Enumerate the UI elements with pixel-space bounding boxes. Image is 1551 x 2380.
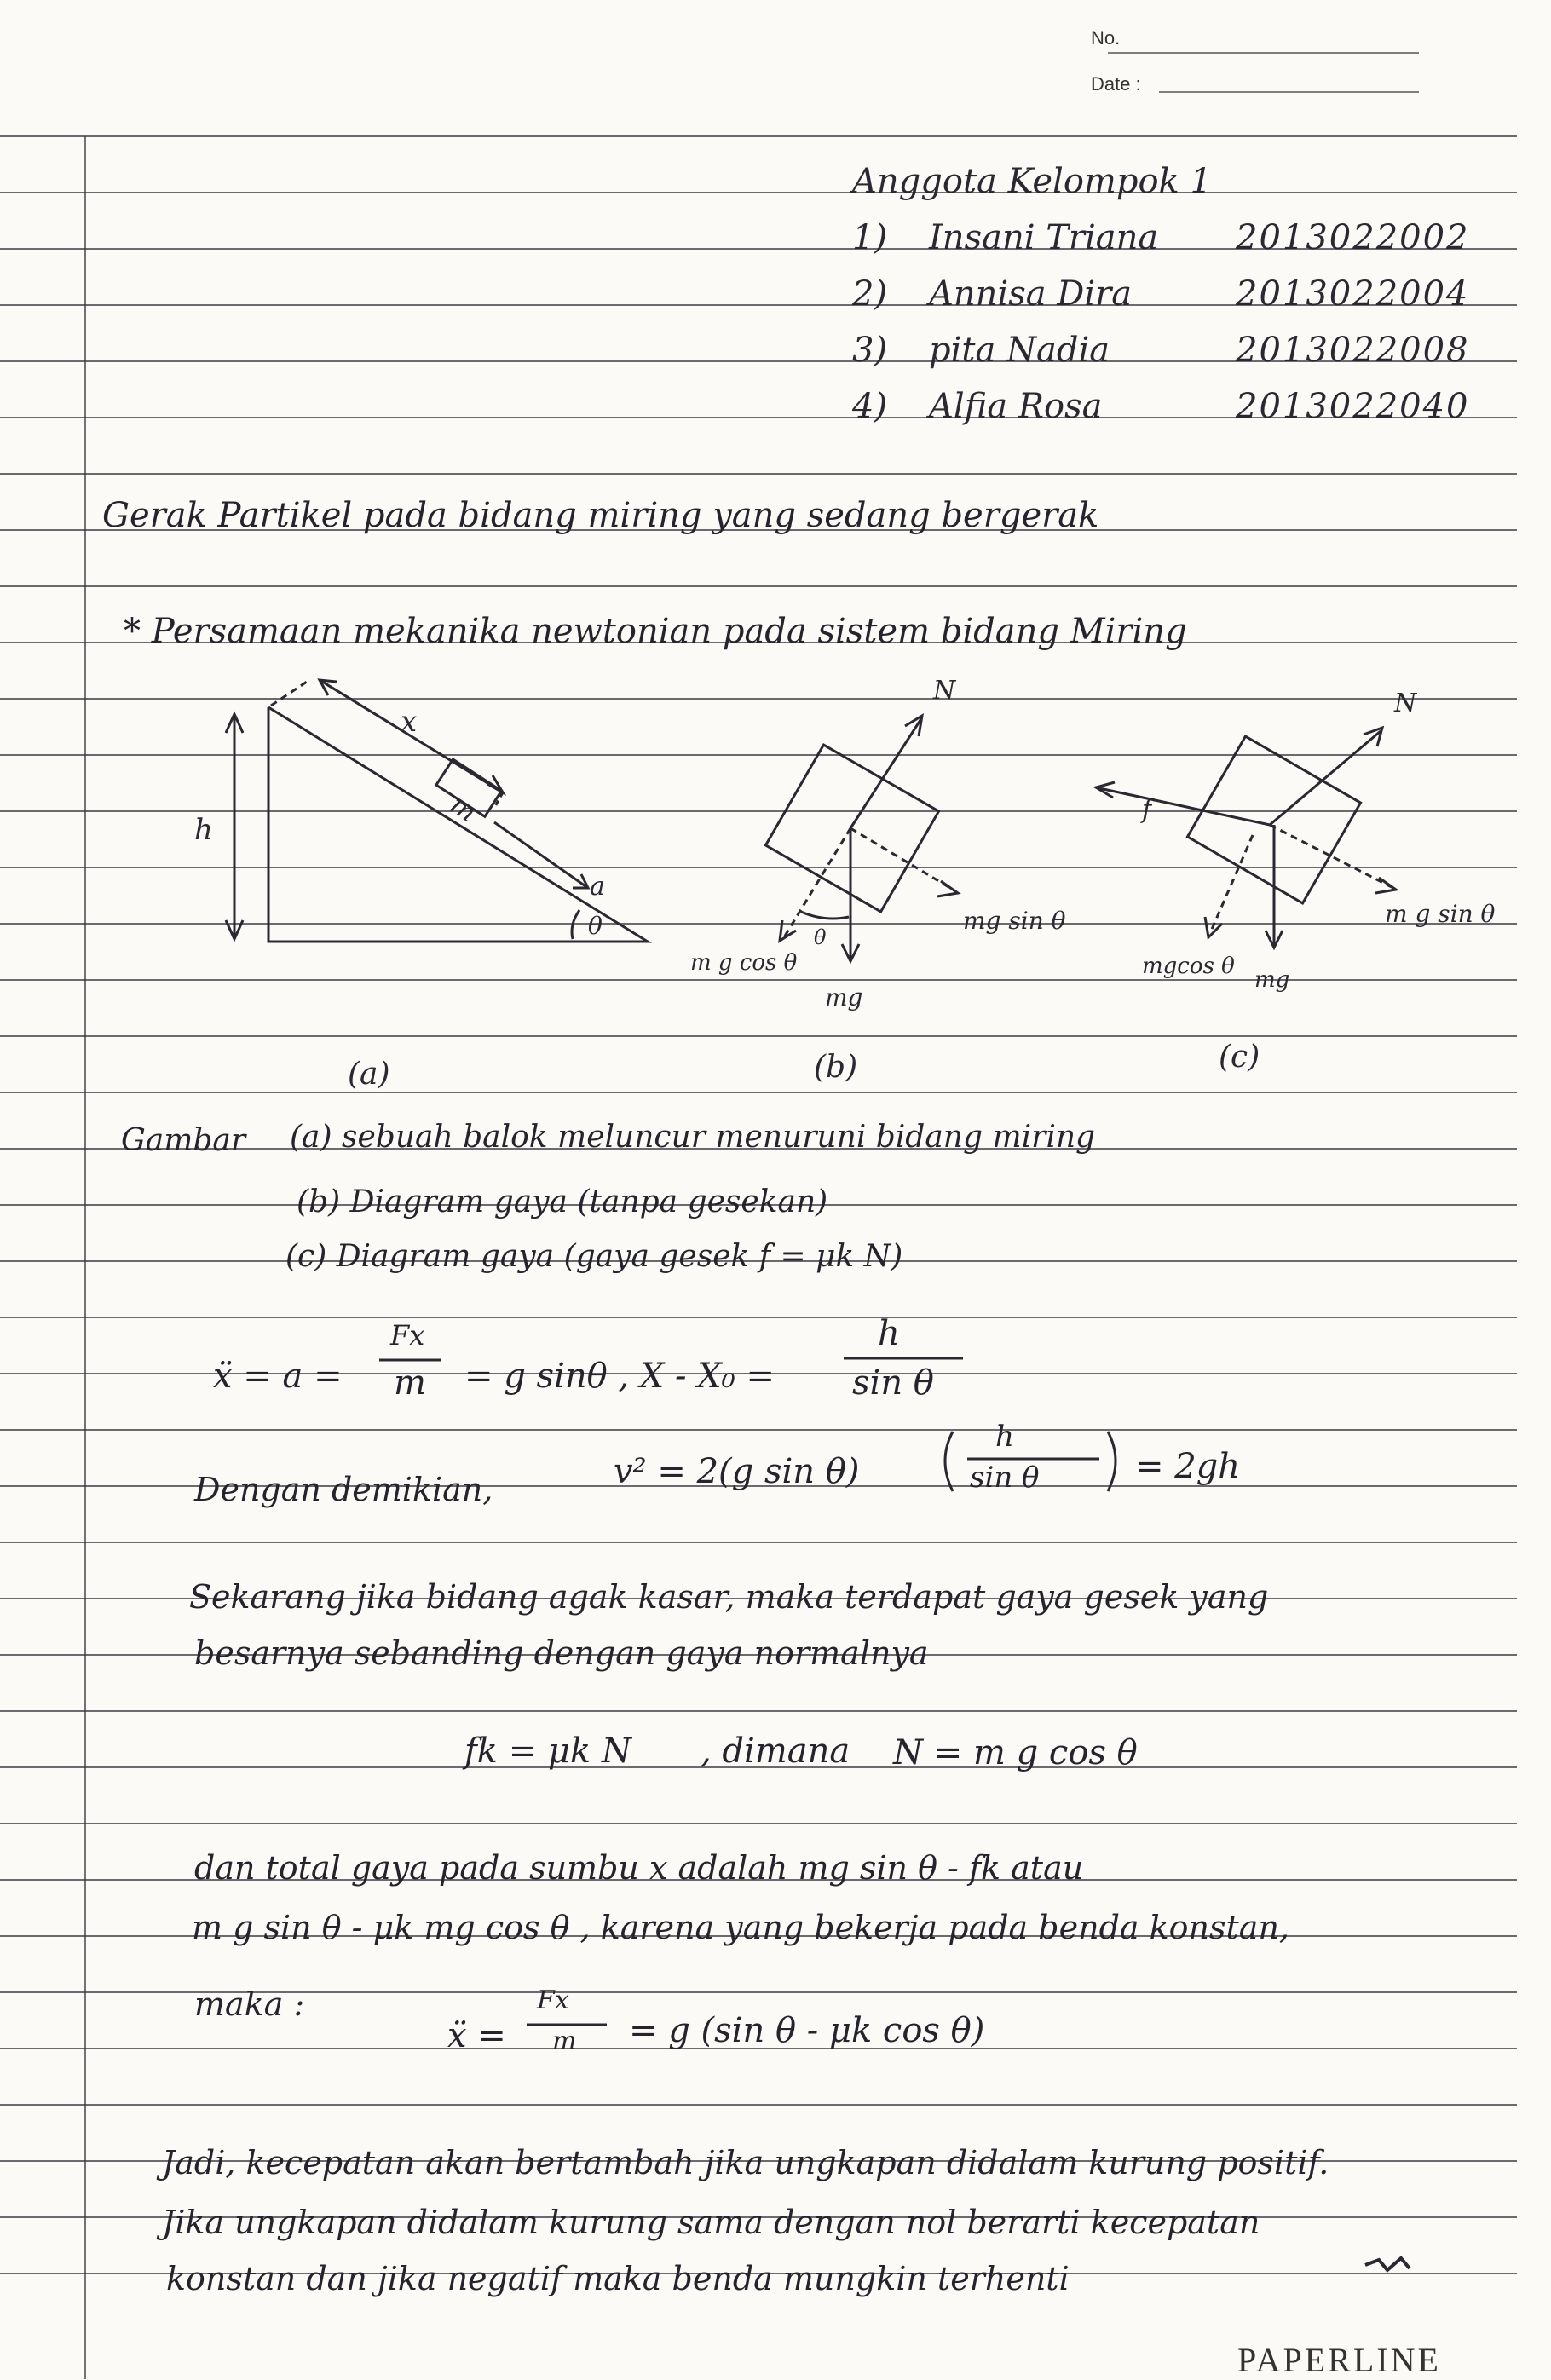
eq4-frac-den: m — [552, 2026, 577, 2056]
eq1-frac2-den: sin θ — [852, 1363, 934, 1403]
eq4-lhs: ẍ = — [447, 2016, 506, 2055]
member-nim: 2013022040 — [1236, 387, 1470, 426]
caption-c: (c) — [1219, 1040, 1260, 1075]
gambar-a: (a) sebuah balok meluncur menuruni bidang miring — [290, 1120, 1096, 1155]
para1-line1: Sekarang jika bidang agak kasar, maka terdapat gaya gesek yang — [189, 1578, 1269, 1616]
conclusion-line3: konstan dan jika negatif maka benda mungkin terhenti — [166, 2260, 1070, 2297]
member-num: 4) — [852, 387, 888, 426]
member-nim: 2013022004 — [1236, 274, 1470, 314]
eq2-paren-left — [945, 1432, 953, 1491]
eq4-frac-num: Fx — [537, 1985, 569, 2015]
member-name: Annisa Dira — [929, 274, 1133, 314]
caption-a: (a) — [348, 1057, 390, 1092]
member-nim: 2013022002 — [1236, 218, 1470, 257]
label-m: m — [444, 790, 481, 829]
eq3-left: fk = μk N — [464, 1732, 631, 1771]
eq3-middle: , dimana — [701, 1732, 850, 1771]
label-theta-b: θ — [814, 925, 827, 949]
page-title: Gerak Partikel pada bidang miring yang sedang bergerak — [102, 496, 1099, 535]
label-mgsin-c: m g sin θ — [1385, 900, 1496, 928]
members-title: Anggota Kelompok 1 — [852, 162, 1212, 201]
eq1-frac1-den: m — [394, 1363, 426, 1403]
section-subtitle: * Persamaan mekanika newtonian pada sistem bidang Miring — [124, 612, 1187, 651]
member-name: Alfia Rosa — [929, 387, 1103, 426]
eq2-paren-right — [1108, 1432, 1116, 1491]
label-mg-c: mg — [1254, 967, 1290, 993]
label-h: h — [194, 813, 213, 847]
eq4-rhs: = g (sin θ - μk cos θ) — [629, 2011, 985, 2050]
label-f-c: f — [1142, 795, 1152, 825]
label-mg-b: mg — [825, 983, 863, 1011]
eq2-frac-num: h — [995, 1420, 1014, 1454]
member-num: 2) — [852, 274, 888, 314]
eq2-rhs: = 2gh — [1135, 1447, 1241, 1486]
eq1-mid: = g sinθ , X - X₀ = — [464, 1357, 776, 1396]
label-x: x — [401, 705, 418, 739]
para2-line1: dan total gaya pada sumbu x adalah mg sin θ - fk atau — [194, 1849, 1084, 1887]
conclusion-line2: Jika ungkapan didalam kurung sama dengan nol berarti kecepatan — [162, 2204, 1260, 2241]
eq2-prefix: Dengan demikian, — [194, 1471, 493, 1508]
para2-line2: m g sin θ - μk mg cos θ , karena yang bekerja pada benda konstan, — [192, 1909, 1289, 1946]
eq3-right: N = m g cos θ — [893, 1733, 1138, 1772]
eq1-frac1-num: Fx — [390, 1319, 425, 1351]
label-N-c: N — [1394, 689, 1417, 718]
label-mgsin-b: mg sin θ — [963, 907, 1066, 935]
eq2-lhs: v² = 2(g sin θ) — [614, 1452, 860, 1491]
gambar-b: (b) Diagram gaya (tanpa gesekan) — [297, 1184, 828, 1219]
gambar-label: Gambar — [121, 1123, 246, 1158]
member-name: pita Nadia — [929, 331, 1110, 370]
member-nim: 2013022008 — [1236, 331, 1470, 370]
label-N-b: N — [933, 676, 956, 706]
caption-b: (b) — [814, 1050, 858, 1085]
conclusion-line1: Jadi, kecepatan akan bertambah jika ungkapan didalam kurung positif. — [162, 2144, 1329, 2181]
gambar-c: (c) Diagram gaya (gaya gesek f = μk N) — [285, 1239, 903, 1274]
date-label: Date : — [1091, 73, 1141, 95]
eq2-frac-den: sin θ — [970, 1461, 1040, 1495]
member-num: 3) — [852, 331, 888, 370]
no-label: No. — [1091, 27, 1121, 49]
brand-logo-text: PAPERLINE — [1237, 2341, 1441, 2379]
para1-line2: besarnya sebanding dengan gaya normalnya — [194, 1634, 929, 1672]
eq1-frac2-num: h — [878, 1314, 900, 1353]
label-mgcos-c: mgcos θ — [1142, 954, 1235, 979]
label-mgcos-b: m g cos θ — [690, 950, 798, 976]
label-theta-a: θ — [588, 912, 603, 940]
eq1-lhs: ẍ = a = — [213, 1357, 343, 1396]
member-name: Insani Triana — [929, 218, 1159, 257]
label-a: a — [590, 872, 605, 902]
para2-maka: maka : — [194, 1985, 305, 2023]
member-num: 1) — [852, 218, 888, 257]
logo-mark — [1365, 2258, 1410, 2270]
